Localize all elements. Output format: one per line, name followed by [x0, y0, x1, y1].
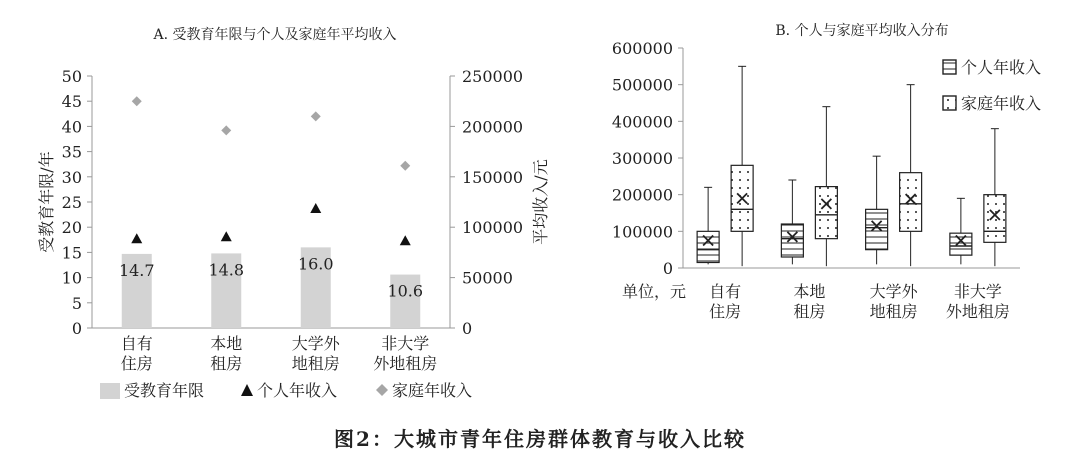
chart-a-left-tick-label: 50 [61, 67, 82, 86]
chart-a-title: A. 受教育年限与个人及家庭年平均收入 [153, 27, 397, 43]
chart-b-box [697, 231, 719, 262]
chart-b-category-label: 住房 [709, 302, 742, 321]
chart-b-tick-label: 300000 [611, 149, 673, 168]
chart-b-tick-label: 100000 [611, 222, 673, 242]
chart-b-tick-label: 0 [662, 259, 673, 278]
chart-a-personal-income-point [221, 231, 232, 241]
chart-a [37, 26, 550, 400]
chart-b-title: B. 个人与家庭平均收入分布 [775, 23, 949, 39]
chart-a-right-tick-label: 250000 [462, 67, 524, 86]
chart-a-personal-income-point [400, 235, 411, 245]
chart-a-legend-label: 家庭年收入 [392, 381, 473, 400]
chart-a-left-tick-label: 25 [61, 193, 82, 212]
chart-b-legend-label: 家庭年收入 [961, 94, 1042, 113]
chart-a-left-tick-label: 40 [61, 117, 82, 137]
chart-a-legend-swatch-diamond [376, 384, 388, 396]
chart-b-category-label: 地租房 [869, 302, 918, 321]
chart-a-category-label: 大学外 [291, 334, 340, 353]
chart-b-category-label: 大学外 [869, 282, 918, 301]
chart-a-family-income-point [311, 111, 321, 121]
chart-b-category-label: 非大学 [953, 282, 1002, 301]
chart-b-category-label: 本地 [793, 282, 826, 301]
chart-a-legend-label: 受教育年限 [124, 381, 205, 400]
chart-b-tick-label: 500000 [611, 75, 673, 95]
chart-a-personal-income-point [310, 203, 321, 213]
chart-a-bar-label: 16.0 [297, 254, 334, 274]
chart-b-category-label: 外地租房 [945, 302, 1010, 321]
chart-a-right-tick-label: 150000 [462, 167, 524, 187]
chart-a-right-tick-label: 100000 [462, 218, 524, 238]
chart-a-personal-income-point [131, 233, 142, 243]
chart-b-box [866, 209, 888, 249]
chart-b-category-label: 自有 [709, 282, 742, 301]
chart-a-category-label: 地租房 [291, 354, 340, 373]
chart-a-family-income-point [132, 96, 142, 106]
chart-b-box [950, 233, 972, 255]
chart-a-left-tick-label: 5 [71, 293, 82, 313]
chart-a-right-tick-label: 200000 [462, 117, 524, 137]
chart-b-category-label: 租房 [793, 302, 826, 321]
chart-b-tick-label: 400000 [611, 112, 673, 132]
chart-b-tick-label: 200000 [611, 185, 673, 205]
chart-a-bar-label: 14.7 [118, 260, 155, 280]
chart-b-unit-label: 单位，元 [621, 282, 687, 301]
chart-a-legend-swatch-bar [100, 383, 120, 399]
chart-a-bar-label: 10.6 [387, 281, 424, 301]
chart-b-legend-swatch-family [943, 96, 956, 110]
chart-a-legend-label: 个人年收入 [257, 381, 338, 400]
chart-a-left-tick-label: 30 [61, 167, 82, 187]
chart-b [612, 22, 1041, 321]
chart-a-family-income-point [221, 125, 231, 135]
chart-a-left-tick-label: 0 [71, 319, 82, 338]
chart-a-y2-axis-label: 平均收入/元 [531, 159, 550, 245]
chart-a-left-tick-label: 20 [61, 218, 82, 238]
chart-a-legend-swatch-triangle [241, 384, 253, 396]
chart-a-left-tick-label: 10 [61, 268, 82, 288]
chart-a-left-tick-label: 15 [61, 243, 82, 263]
chart-b-box [815, 187, 837, 239]
chart-b-tick-label: 600000 [611, 39, 673, 58]
figure-caption: 图2：大城市青年住房群体教育与收入比较 [334, 427, 746, 451]
chart-a-right-tick-label: 0 [462, 319, 473, 338]
chart-a-bar-label: 14.8 [208, 260, 245, 280]
chart-a-category-label: 住房 [120, 354, 153, 373]
chart-b-legend-label: 个人年收入 [961, 58, 1042, 77]
chart-a-category-label: 租房 [210, 354, 243, 373]
chart-a-category-label: 自有 [120, 334, 153, 353]
chart-b-legend-swatch-personal [943, 60, 956, 74]
chart-a-category-label: 非大学 [381, 334, 430, 353]
chart-b-box [900, 173, 922, 232]
chart-a-category-label: 外地租房 [373, 354, 438, 373]
chart-a-category-label: 本地 [210, 334, 243, 353]
chart-a-right-tick-label: 50000 [462, 268, 513, 288]
chart-a-left-tick-label: 35 [61, 142, 82, 162]
chart-a-y-axis-label: 受教育年限/年 [37, 151, 56, 253]
chart-a-family-income-point [400, 161, 410, 171]
chart-b-box [781, 224, 803, 257]
chart-a-left-tick-label: 45 [61, 92, 82, 112]
chart-b-box [984, 195, 1006, 243]
